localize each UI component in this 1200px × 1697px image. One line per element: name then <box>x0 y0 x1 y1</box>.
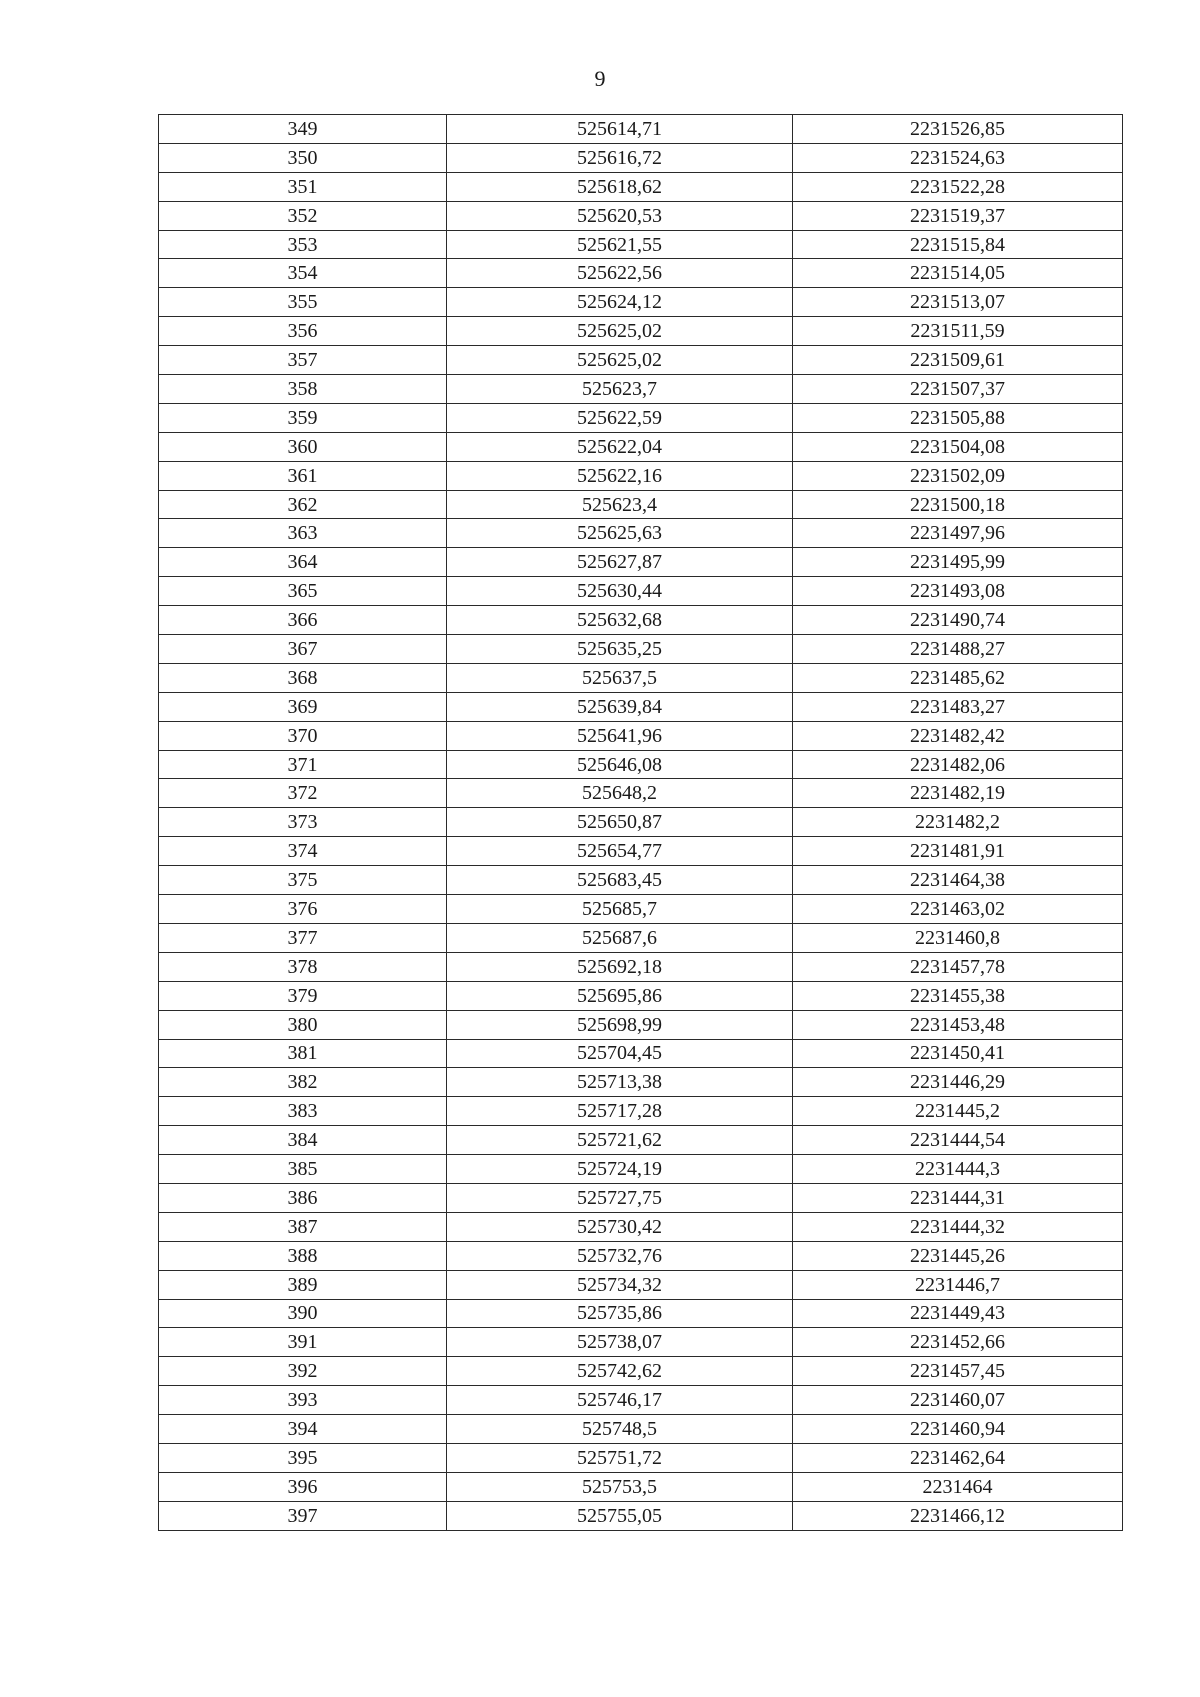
point-number-cell: 380 <box>159 1010 447 1039</box>
y-coordinate-cell: 2231515,84 <box>793 230 1123 259</box>
table-row <box>159 519 1123 548</box>
table-row <box>159 981 1123 1010</box>
y-coordinate-cell: 2231460,8 <box>793 923 1123 952</box>
y-coordinate-cell: 2231464,38 <box>793 866 1123 895</box>
y-coordinate-cell: 2231460,07 <box>793 1386 1123 1415</box>
point-number-cell: 357 <box>159 346 447 375</box>
x-coordinate-cell: 525751,72 <box>447 1443 793 1472</box>
x-coordinate-cell: 525623,7 <box>447 375 793 404</box>
table-row <box>159 201 1123 230</box>
point-number-cell: 389 <box>159 1270 447 1299</box>
point-number-cell: 390 <box>159 1299 447 1328</box>
x-coordinate-cell: 525624,12 <box>447 288 793 317</box>
x-coordinate-cell: 525698,99 <box>447 1010 793 1039</box>
x-coordinate-cell: 525625,02 <box>447 346 793 375</box>
point-number-cell: 378 <box>159 952 447 981</box>
x-coordinate-cell: 525622,56 <box>447 259 793 288</box>
table-row <box>159 288 1123 317</box>
table-row <box>159 952 1123 981</box>
point-number-cell: 369 <box>159 692 447 721</box>
point-number-cell: 395 <box>159 1443 447 1472</box>
y-coordinate-cell: 2231463,02 <box>793 895 1123 924</box>
table-row <box>159 1155 1123 1184</box>
table-row <box>159 1357 1123 1386</box>
y-coordinate-cell: 2231522,28 <box>793 172 1123 201</box>
y-coordinate-cell: 2231497,96 <box>793 519 1123 548</box>
point-number-cell: 392 <box>159 1357 447 1386</box>
x-coordinate-cell: 525639,84 <box>447 692 793 721</box>
y-coordinate-cell: 2231488,27 <box>793 635 1123 664</box>
coordinates-table <box>158 114 1123 1531</box>
table-row <box>159 1010 1123 1039</box>
point-number-cell: 368 <box>159 663 447 692</box>
y-coordinate-cell: 2231526,85 <box>793 115 1123 144</box>
point-number-cell: 351 <box>159 172 447 201</box>
point-number-cell: 367 <box>159 635 447 664</box>
x-coordinate-cell: 525627,87 <box>447 548 793 577</box>
x-coordinate-cell: 525622,04 <box>447 432 793 461</box>
x-coordinate-cell: 525622,16 <box>447 461 793 490</box>
y-coordinate-cell: 2231444,54 <box>793 1126 1123 1155</box>
point-number-cell: 377 <box>159 923 447 952</box>
x-coordinate-cell: 525654,77 <box>447 837 793 866</box>
table-row <box>159 577 1123 606</box>
table-row <box>159 432 1123 461</box>
table-row <box>159 1039 1123 1068</box>
y-coordinate-cell: 2231490,74 <box>793 606 1123 635</box>
table-row <box>159 1386 1123 1415</box>
x-coordinate-cell: 525641,96 <box>447 721 793 750</box>
y-coordinate-cell: 2231509,61 <box>793 346 1123 375</box>
point-number-cell: 383 <box>159 1097 447 1126</box>
table-row <box>159 1443 1123 1472</box>
point-number-cell: 362 <box>159 490 447 519</box>
x-coordinate-cell: 525646,08 <box>447 750 793 779</box>
y-coordinate-cell: 2231514,05 <box>793 259 1123 288</box>
x-coordinate-cell: 525625,63 <box>447 519 793 548</box>
point-number-cell: 374 <box>159 837 447 866</box>
y-coordinate-cell: 2231482,2 <box>793 808 1123 837</box>
x-coordinate-cell: 525616,72 <box>447 143 793 172</box>
table-row <box>159 1068 1123 1097</box>
point-number-cell: 386 <box>159 1183 447 1212</box>
y-coordinate-cell: 2231485,62 <box>793 663 1123 692</box>
x-coordinate-cell: 525650,87 <box>447 808 793 837</box>
x-coordinate-cell: 525625,02 <box>447 317 793 346</box>
table-row <box>159 750 1123 779</box>
x-coordinate-cell: 525724,19 <box>447 1155 793 1184</box>
y-coordinate-cell: 2231444,32 <box>793 1212 1123 1241</box>
y-coordinate-cell: 2231460,94 <box>793 1415 1123 1444</box>
y-coordinate-cell: 2231524,63 <box>793 143 1123 172</box>
x-coordinate-cell: 525635,25 <box>447 635 793 664</box>
table-row <box>159 461 1123 490</box>
y-coordinate-cell: 2231444,31 <box>793 1183 1123 1212</box>
table-row <box>159 1415 1123 1444</box>
table-row <box>159 1299 1123 1328</box>
x-coordinate-cell: 525704,45 <box>447 1039 793 1068</box>
x-coordinate-cell: 525648,2 <box>447 779 793 808</box>
table-row <box>159 606 1123 635</box>
x-coordinate-cell: 525632,68 <box>447 606 793 635</box>
x-coordinate-cell: 525735,86 <box>447 1299 793 1328</box>
x-coordinate-cell: 525618,62 <box>447 172 793 201</box>
x-coordinate-cell: 525683,45 <box>447 866 793 895</box>
y-coordinate-cell: 2231446,7 <box>793 1270 1123 1299</box>
y-coordinate-cell: 2231500,18 <box>793 490 1123 519</box>
x-coordinate-cell: 525746,17 <box>447 1386 793 1415</box>
point-number-cell: 370 <box>159 721 447 750</box>
point-number-cell: 350 <box>159 143 447 172</box>
table-row <box>159 143 1123 172</box>
x-coordinate-cell: 525713,38 <box>447 1068 793 1097</box>
y-coordinate-cell: 2231507,37 <box>793 375 1123 404</box>
x-coordinate-cell: 525687,6 <box>447 923 793 952</box>
point-number-cell: 396 <box>159 1472 447 1501</box>
point-number-cell: 354 <box>159 259 447 288</box>
point-number-cell: 355 <box>159 288 447 317</box>
point-number-cell: 358 <box>159 375 447 404</box>
point-number-cell: 372 <box>159 779 447 808</box>
point-number-cell: 361 <box>159 461 447 490</box>
x-coordinate-cell: 525721,62 <box>447 1126 793 1155</box>
point-number-cell: 375 <box>159 866 447 895</box>
y-coordinate-cell: 2231483,27 <box>793 692 1123 721</box>
point-number-cell: 356 <box>159 317 447 346</box>
x-coordinate-cell: 525630,44 <box>447 577 793 606</box>
point-number-cell: 397 <box>159 1501 447 1530</box>
table-row <box>159 346 1123 375</box>
x-coordinate-cell: 525692,18 <box>447 952 793 981</box>
table-row <box>159 1183 1123 1212</box>
point-number-cell: 371 <box>159 750 447 779</box>
point-number-cell: 359 <box>159 403 447 432</box>
point-number-cell: 353 <box>159 230 447 259</box>
table-row <box>159 375 1123 404</box>
point-number-cell: 387 <box>159 1212 447 1241</box>
table-row <box>159 808 1123 837</box>
coordinates-table-body <box>159 115 1123 1531</box>
x-coordinate-cell: 525614,71 <box>447 115 793 144</box>
x-coordinate-cell: 525755,05 <box>447 1501 793 1530</box>
y-coordinate-cell: 2231450,41 <box>793 1039 1123 1068</box>
y-coordinate-cell: 2231505,88 <box>793 403 1123 432</box>
y-coordinate-cell: 2231513,07 <box>793 288 1123 317</box>
point-number-cell: 365 <box>159 577 447 606</box>
point-number-cell: 349 <box>159 115 447 144</box>
x-coordinate-cell: 525695,86 <box>447 981 793 1010</box>
x-coordinate-cell: 525620,53 <box>447 201 793 230</box>
table-row <box>159 230 1123 259</box>
y-coordinate-cell: 2231504,08 <box>793 432 1123 461</box>
x-coordinate-cell: 525748,5 <box>447 1415 793 1444</box>
point-number-cell: 384 <box>159 1126 447 1155</box>
x-coordinate-cell: 525637,5 <box>447 663 793 692</box>
point-number-cell: 385 <box>159 1155 447 1184</box>
table-row <box>159 1472 1123 1501</box>
x-coordinate-cell: 525730,42 <box>447 1212 793 1241</box>
x-coordinate-cell: 525623,4 <box>447 490 793 519</box>
table-row <box>159 635 1123 664</box>
y-coordinate-cell: 2231464 <box>793 1472 1123 1501</box>
y-coordinate-cell: 2231519,37 <box>793 201 1123 230</box>
table-row <box>159 490 1123 519</box>
x-coordinate-cell: 525734,32 <box>447 1270 793 1299</box>
y-coordinate-cell: 2231493,08 <box>793 577 1123 606</box>
table-row <box>159 1212 1123 1241</box>
x-coordinate-cell: 525732,76 <box>447 1241 793 1270</box>
table-row <box>159 172 1123 201</box>
point-number-cell: 394 <box>159 1415 447 1444</box>
table-row <box>159 1501 1123 1530</box>
y-coordinate-cell: 2231449,43 <box>793 1299 1123 1328</box>
x-coordinate-cell: 525742,62 <box>447 1357 793 1386</box>
x-coordinate-cell: 525753,5 <box>447 1472 793 1501</box>
point-number-cell: 366 <box>159 606 447 635</box>
y-coordinate-cell: 2231466,12 <box>793 1501 1123 1530</box>
point-number-cell: 393 <box>159 1386 447 1415</box>
x-coordinate-cell: 525738,07 <box>447 1328 793 1357</box>
point-number-cell: 352 <box>159 201 447 230</box>
y-coordinate-cell: 2231462,64 <box>793 1443 1123 1472</box>
table-row <box>159 721 1123 750</box>
y-coordinate-cell: 2231453,48 <box>793 1010 1123 1039</box>
y-coordinate-cell: 2231445,26 <box>793 1241 1123 1270</box>
table-row <box>159 317 1123 346</box>
y-coordinate-cell: 2231457,78 <box>793 952 1123 981</box>
point-number-cell: 379 <box>159 981 447 1010</box>
y-coordinate-cell: 2231452,66 <box>793 1328 1123 1357</box>
table-row <box>159 1270 1123 1299</box>
point-number-cell: 381 <box>159 1039 447 1068</box>
table-row <box>159 403 1123 432</box>
point-number-cell: 373 <box>159 808 447 837</box>
y-coordinate-cell: 2231482,19 <box>793 779 1123 808</box>
table-row <box>159 1328 1123 1357</box>
x-coordinate-cell: 525621,55 <box>447 230 793 259</box>
point-number-cell: 360 <box>159 432 447 461</box>
table-row <box>159 895 1123 924</box>
table-row <box>159 1097 1123 1126</box>
point-number-cell: 382 <box>159 1068 447 1097</box>
point-number-cell: 376 <box>159 895 447 924</box>
table-row <box>159 115 1123 144</box>
y-coordinate-cell: 2231482,42 <box>793 721 1123 750</box>
y-coordinate-cell: 2231495,99 <box>793 548 1123 577</box>
table-row <box>159 1241 1123 1270</box>
y-coordinate-cell: 2231445,2 <box>793 1097 1123 1126</box>
x-coordinate-cell: 525727,75 <box>447 1183 793 1212</box>
page-number: 9 <box>594 66 606 91</box>
y-coordinate-cell: 2231455,38 <box>793 981 1123 1010</box>
x-coordinate-cell: 525717,28 <box>447 1097 793 1126</box>
table-row <box>159 259 1123 288</box>
table-row <box>159 837 1123 866</box>
y-coordinate-cell: 2231502,09 <box>793 461 1123 490</box>
table-row <box>159 866 1123 895</box>
table-row <box>159 923 1123 952</box>
y-coordinate-cell: 2231444,3 <box>793 1155 1123 1184</box>
y-coordinate-cell: 2231481,91 <box>793 837 1123 866</box>
table-row <box>159 692 1123 721</box>
point-number-cell: 364 <box>159 548 447 577</box>
point-number-cell: 388 <box>159 1241 447 1270</box>
x-coordinate-cell: 525622,59 <box>447 403 793 432</box>
y-coordinate-cell: 2231511,59 <box>793 317 1123 346</box>
point-number-cell: 363 <box>159 519 447 548</box>
y-coordinate-cell: 2231457,45 <box>793 1357 1123 1386</box>
table-row <box>159 1126 1123 1155</box>
table-row <box>159 548 1123 577</box>
table-row <box>159 779 1123 808</box>
y-coordinate-cell: 2231446,29 <box>793 1068 1123 1097</box>
table-row <box>159 663 1123 692</box>
point-number-cell: 391 <box>159 1328 447 1357</box>
y-coordinate-cell: 2231482,06 <box>793 750 1123 779</box>
x-coordinate-cell: 525685,7 <box>447 895 793 924</box>
